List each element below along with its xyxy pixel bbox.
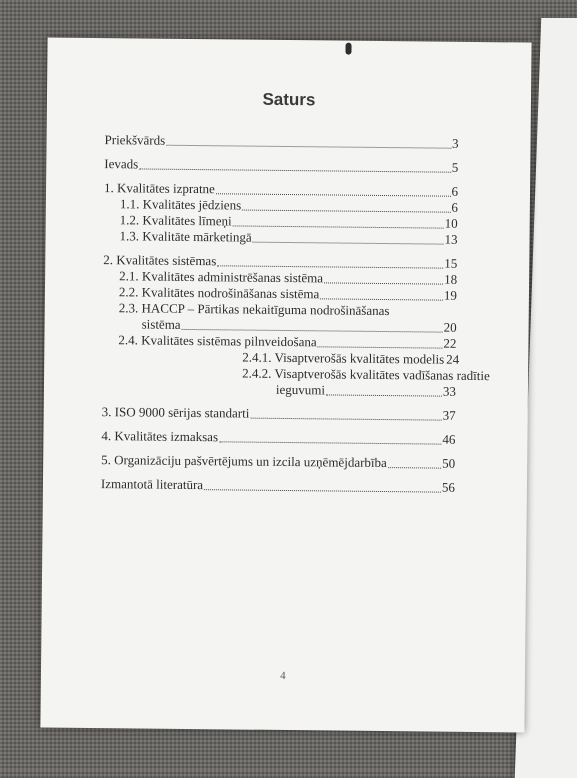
book-page xyxy=(40,37,531,732)
toc-label: Ievads xyxy=(104,156,138,172)
toc-entry-2-4-2 xyxy=(102,364,456,400)
dot-leader xyxy=(388,466,441,469)
toc-label: Priekšvārds xyxy=(104,132,165,149)
dot-leader xyxy=(320,297,443,300)
page-number: 4 xyxy=(41,667,525,684)
dot-leader xyxy=(217,264,443,268)
toc-label: 2. Kvalitātes sistēmas xyxy=(103,252,216,269)
toc-page-number: 15 xyxy=(444,256,457,272)
toc-label-continued: sistēma xyxy=(142,316,181,332)
toc-page-number: 56 xyxy=(442,480,455,496)
dot-leader xyxy=(253,241,444,245)
dot-leader xyxy=(166,144,451,149)
toc-label: 1.3. Kvalitāte mārketingā xyxy=(119,228,251,245)
toc-label: 2.2. Kvalitātes nodrošināšanas sistēma xyxy=(119,284,320,302)
toc-label: 3. ISO 9000 sērijas standarti xyxy=(102,404,250,422)
toc-page-number: 20 xyxy=(444,320,457,336)
toc-label: 2.1. Kvalitātes administrēšanas sistēma xyxy=(119,268,323,286)
toc-page-number: 50 xyxy=(442,456,455,472)
toc-page-number: 3 xyxy=(452,136,459,152)
toc-label: 2.4. Kvalitātes sistēmas pilnveidošana xyxy=(118,332,316,350)
dot-leader xyxy=(250,417,441,421)
toc-label: 1.1. Kvalitātes jēdziens xyxy=(120,196,241,213)
toc-page-number: 6 xyxy=(451,184,458,200)
toc-page-number: 46 xyxy=(442,432,455,448)
toc-page-number: 18 xyxy=(444,272,457,288)
toc-label: 5. Organizāciju pašvērtējums un izcila uzņēmējdarbība xyxy=(101,452,387,471)
dot-leader xyxy=(139,167,451,172)
dot-leader xyxy=(324,281,443,284)
dot-leader xyxy=(216,192,451,196)
toc-page-number: 37 xyxy=(443,408,456,424)
toc-page-number: 13 xyxy=(444,232,457,248)
toc-page-number: 19 xyxy=(444,288,457,304)
toc-page-number: 10 xyxy=(445,216,458,232)
toc-label: 4. Kvalitātes izmaksas xyxy=(101,428,218,445)
toc-page-number: 22 xyxy=(443,336,456,352)
toc-page-number: 6 xyxy=(451,200,458,216)
table-of-contents xyxy=(101,132,459,496)
dot-leader xyxy=(219,440,441,444)
toc-page-number: 24 xyxy=(446,352,459,368)
dot-leader xyxy=(204,488,441,492)
dot-leader xyxy=(318,345,443,348)
staple-mark xyxy=(345,43,351,55)
toc-label: 2.4.1. Visaptverošās kvalitātes modelis xyxy=(242,350,444,368)
toc-page-number: 5 xyxy=(452,160,459,176)
toc-entry-2-3 xyxy=(103,300,457,336)
toc-page-number: 33 xyxy=(443,384,456,400)
dot-leader xyxy=(233,224,444,228)
page-title: Saturs xyxy=(47,87,531,112)
dot-leader xyxy=(326,393,442,396)
toc-label: 1.2. Kvalitātes līmeņi xyxy=(120,212,232,229)
toc-label: 1. Kvalitātes izpratne xyxy=(104,180,215,197)
toc-entry-literature xyxy=(101,476,455,496)
toc-label: 2.4.2. Visaptverošās kvalitātes vadīšanas radītie xyxy=(242,366,490,384)
dot-leader xyxy=(182,328,443,333)
toc-label: Izmantotā literatūra xyxy=(101,476,203,493)
toc-label-continued: ieguvumi xyxy=(276,382,325,399)
dot-leader xyxy=(242,209,450,213)
toc-label: 2.3. HACCP – Pārtikas nekaitīguma nodrošināšanas xyxy=(119,300,390,318)
